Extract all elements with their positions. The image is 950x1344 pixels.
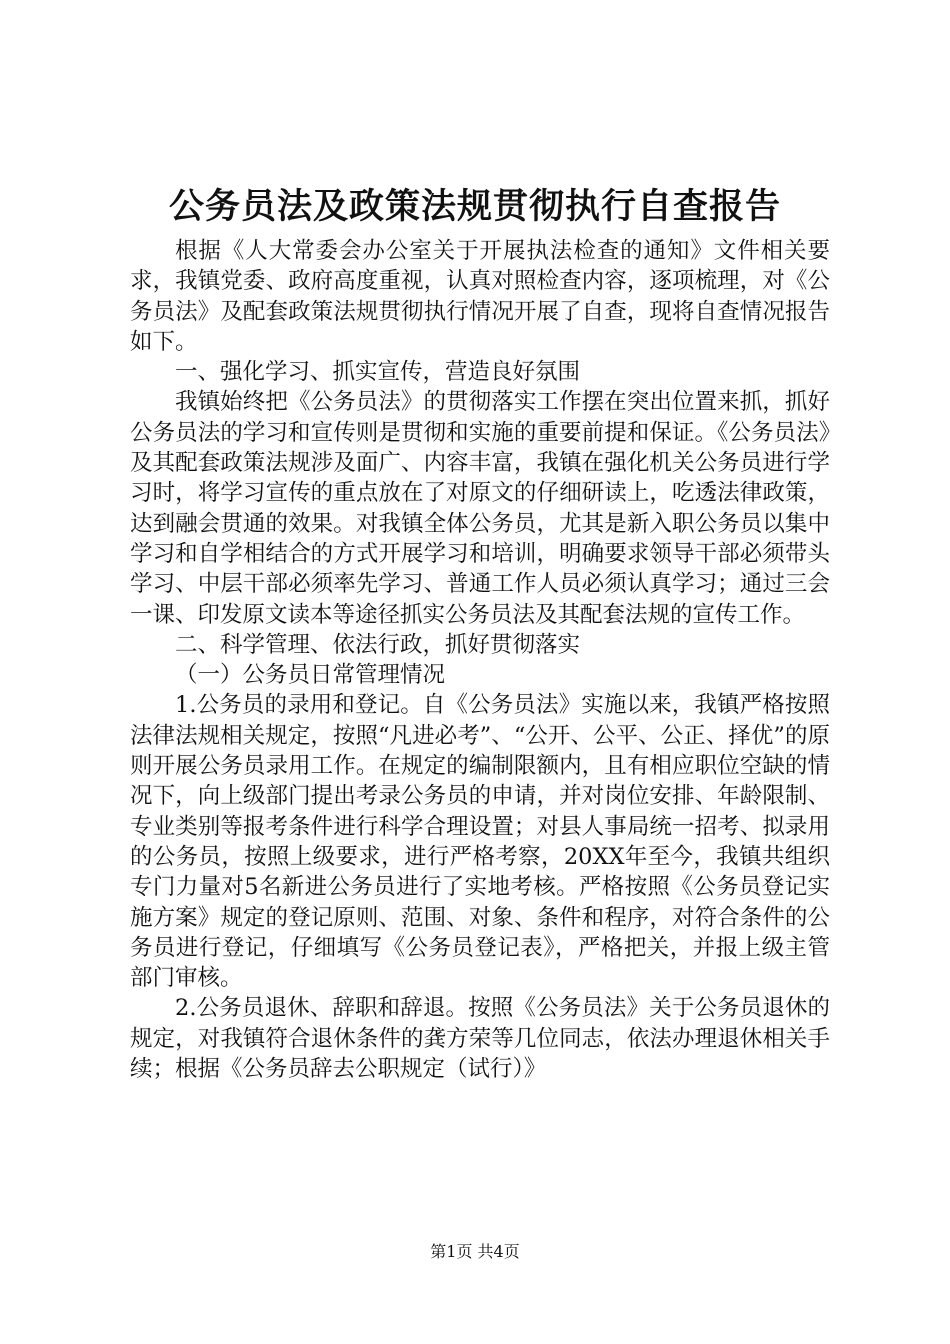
page-number: 第1页 共4页 <box>430 1242 520 1261</box>
paragraph-study: 我镇始终把《公务员法》的贯彻落实工作摆在突出位置来抓，抓好公务员法的学习和宣传则是贯彻和实施的重要前提和保证。《公务员法》及其配套政策法规涉及面广、内容丰富，我镇在强化机关公务员进行学习时，将学习宣传的重点放在了对原文的仔细研读上，吃透法律政策，达到融会贯通的效果。对我镇全体公务员，尤其是新入职公务员以集中学习和自学相结合的方式开展学习和培训，明确要求领导干部必须带头学习、中层干部必须率先学习、普通工作人员必须认真学习；通过三会一课、印发原文读本等途径抓实公务员法及其配套法规的宣传工作。 <box>130 389 830 628</box>
section-heading-1: 一、强化学习、抓实宣传，营造良好氛围 <box>175 359 581 386</box>
document-body <box>130 236 830 1084</box>
paragraph-retirement: 2.公务员退休、辞职和辞退。按照《公务员法》关于公务员退休的规定，对我镇符合退休条件的龚方荣等几位同志，依法办理退休相关手续；根据《公务员辞去公职规定（试行）》 <box>130 995 830 1083</box>
paragraph-intro: 根据《人大常委会办公室关于开展执法检查的通知》文件相关要求，我镇党委、政府高度重视，认真对照检查内容，逐项梳理，对《公务员法》及配套政策法规贯彻执行情况开展了自查，现将自查情况报告如下。 <box>130 238 830 355</box>
paragraph-recruitment: 1.公务员的录用和登记。自《公务员法》实施以来，我镇严格按照法律法规相关规定，按照“凡进必考”、“公开、公平、公正、择优”的原则开展公务员录用工作。在规定的编制限额内，且有相应职位空缺的情况下，向上级部门提出考录公务员的申请，并对岗位安排、年龄限制、专业类别等报考条件进行科学合理设置；对县人事局统一招考、拟录用的公务员，按照上级要求，进行严格考察，20XX年至今，我镇共组织专门力量对5名新进公务员进行了实地考核。严格按照《公务员登记实施方案》规定的登记原则、范围、对象、条件和程序，对符合条件的公务员进行登记，仔细填写《公务员登记表》，严格把关，并报上级主管部门审核。 <box>130 692 830 992</box>
subsection-heading-1: （一）公务员日常管理情况 <box>175 662 446 689</box>
section-heading-2: 二、科学管理、依法行政，抓好贯彻落实 <box>175 631 581 658</box>
document-title: 公务员法及政策法规贯彻执行自查报告 <box>168 186 781 227</box>
